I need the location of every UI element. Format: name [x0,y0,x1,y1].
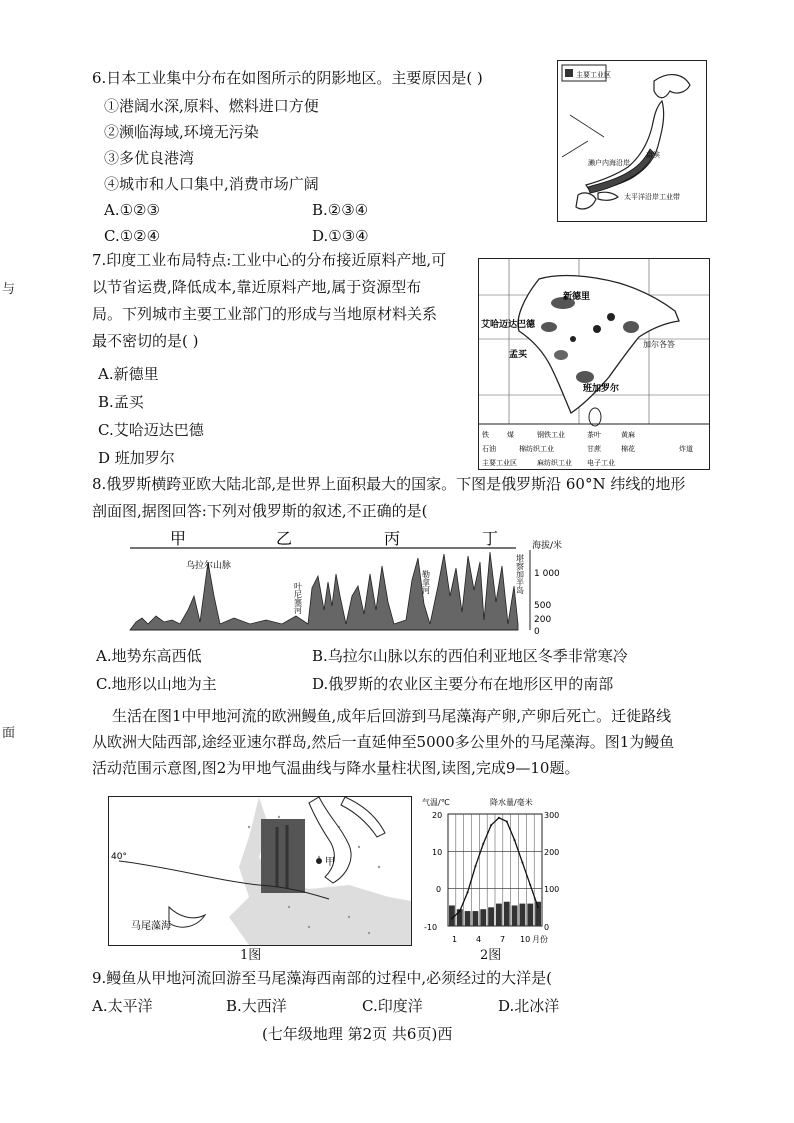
precipitation-bar [473,911,479,926]
fig2-x-tick-10: 10 [520,935,531,944]
legend-coal: 煤 [507,431,514,439]
fig1-sea-label: 马尾藻海 [131,921,171,932]
india-city-delhi: 新德里 [563,292,591,302]
temperature-point [506,820,508,822]
precipitation-bar [527,904,533,926]
q7-option-b[interactable]: B.孟买 [98,393,144,411]
region-ding: 丁 [482,529,499,548]
region-jia: 甲 [170,529,187,548]
precipitation-bar [465,911,471,926]
q8-stem-line2: 剖面图,据图回答:下列对俄罗斯的叙述,不正确的是( [92,502,428,520]
q6-item-1: ①港阔水深,原料、燃料进口方便 [104,97,319,115]
fig2-right-tick-0: 0 [544,923,550,932]
region-yi: 乙 [276,529,293,548]
precipitation-bar [488,907,494,926]
fig2-x-tick-4: 4 [476,935,482,944]
figure-1-map [108,796,412,946]
figure-1-drawing [109,797,411,945]
profile-tick-1000: 1 000 [534,569,560,579]
fig2-x-tick-7: 7 [500,935,506,944]
q9-option-c[interactable]: C.印度洋 [362,997,423,1015]
river2-label: 勒拿河 [421,570,431,594]
q8-option-d[interactable]: D.俄罗斯的农业区主要分布在地形区甲的南部 [312,675,614,693]
fig2-left-tick-20: 20 [432,811,443,820]
passage-line2: 从欧洲大陆西部,途经亚速尔群岛,然后一直延伸至5000多公里外的马尾藻海。图1为鳗鱼 [92,733,675,751]
legend-oil: 石油 [482,445,496,453]
profile-tick-500: 500 [534,601,552,611]
fig2-ylabel-right: 降水量/毫米 [490,798,533,807]
q7-stem-line4: 最不密切的是( ) [92,332,199,350]
region-bing: 丙 [384,529,401,548]
temperature-point [482,843,484,845]
japan-label-bottom: 太平洋沿岸工业带 [624,193,680,201]
japan-legend-text: 主要工业区 [576,71,611,79]
legend-industrial-zone: 主要工业区 [482,459,517,467]
profile-tick-0: 0 [534,627,540,637]
fig2-right-tick-200: 200 [544,848,560,857]
q8-option-b[interactable]: B.乌拉尔山脉以东的西伯利亚地区冬季非常寒冷 [312,647,628,665]
japan-map [557,60,707,222]
fig1-lat-40: 40° [111,852,127,862]
q6-stem: 6.日本工业集中分布在如图所示的阴影地区。主要原因是( ) [92,69,483,87]
q7-stem-line1: 7.印度工业布局特点:工业中心的分布接近原料产地,可 [92,251,447,269]
q6-item-3: ③多优良港湾 [104,149,195,167]
india-map [478,258,710,470]
q7-option-c[interactable]: C.艾哈迈达巴德 [98,421,204,439]
india-city-kolkata: 加尔各答 [643,340,675,349]
precipitation-bar [520,904,526,926]
india-city-ahmedabad: 艾哈迈达巴德 [481,320,536,330]
q9-stem: 9.鳗鱼从甲地河流回游至马尾藻海西南部的过程中,必须经过的大洋是( [92,969,552,987]
fig2-ylabel-left: 气温/℃ [422,798,450,807]
q9-option-b[interactable]: B.大西洋 [226,997,287,1015]
fig2-caption: 2图 [480,948,502,963]
fig2-right-tick-300: 300 [544,811,560,820]
temperature-point [537,906,539,908]
fig2-left-tick-neg10: -10 [424,923,438,932]
q8-option-a[interactable]: A.地势东高西低 [96,647,202,665]
fig2-x-tick-1: 1 [452,935,458,944]
fig2-left-tick-10: 10 [432,848,443,857]
q6-item-4: ④城市和人口集中,消费市场广阔 [104,175,319,193]
fig2-right-tick-100: 100 [544,885,560,894]
side-label: 堪察加半岛 [515,554,525,594]
precipitation-bar [480,909,486,926]
temperature-point [514,839,516,841]
precipitation-bar [496,904,502,926]
temperature-point [467,891,469,893]
q6-option-a[interactable]: A.①②③ [104,201,160,219]
q7-stem-line2: 以节省运费,降低成本,靠近原料产地,属于资源型布 [92,278,422,296]
fig2-x-unit: 月份 [532,935,548,944]
figure-2-chart [420,794,570,954]
temperature-point [498,817,500,819]
india-city-mumbai: 孟买 [509,350,528,360]
temperature-point [451,918,453,920]
passage-line1: 生活在图1中甲地河流的欧洲鳗鱼,成年后回游到马尾藻海产卵,产卵后死亡。迁徙路线 [112,707,672,725]
q8-option-c[interactable]: C.地形以山地为主 [96,675,217,693]
temperature-point [521,862,523,864]
japan-label-left: 濑户内海沿岸 [588,159,630,167]
profile-tick-200: 200 [534,615,552,625]
q7-stem-line3: 局。下列城市主要工业部门的形成与当地原材料关系 [92,305,438,323]
q6-option-c[interactable]: C.①②④ [104,227,161,245]
legend-iron: 铁 [482,431,489,439]
ural-label: 乌拉尔山脉 [186,561,232,571]
fig2-left-tick-0: 0 [436,885,442,894]
japan-label-right: 京滨 [646,151,660,159]
q7-option-a[interactable]: A.新德里 [98,365,159,383]
q9-option-a[interactable]: A.太平洋 [92,997,153,1015]
legend-jute-textile: 麻纺织工业 [537,459,572,467]
q7-option-d[interactable]: D 班加罗尔 [98,449,175,467]
india-note: 炸道 [679,445,693,453]
profile-yaxis-label: 海拔/米 [532,541,562,551]
india-map-drawing [479,259,709,469]
temperature-point [474,865,476,867]
japan-map-drawing [558,61,706,221]
q6-option-d[interactable]: D.①③④ [312,227,369,245]
russia-profile [126,526,562,638]
q8-stem-line1: 8.俄罗斯横跨亚欧大陆北部,是世界上面积最大的国家。下图是俄罗斯沿 60°N 纬线的地形 [92,475,686,493]
legend-jute: 黄麻 [621,431,635,439]
legend-tea: 茶叶 [587,431,601,439]
climate-chart-svg [420,794,570,954]
precipitation-bar [504,902,510,926]
india-city-bangalore: 班加罗尔 [583,384,620,394]
fig1-caption: 1图 [240,948,262,963]
legend-electronics: 电子工业 [587,459,615,467]
temperature-point [459,910,461,912]
passage-line3: 活动范围示意图,图2为甲地气温曲线与降水量柱状图,读图,完成9—10题。 [92,759,580,777]
legend-cotton: 棉花 [621,445,635,453]
q9-option-d[interactable]: D.北冰洋 [498,997,560,1015]
temperature-point [529,884,531,886]
margin-char: 面 [2,726,16,741]
fig1-place-jia: 甲 [325,857,335,868]
precipitation-bar [512,905,518,926]
legend-sugarcane: 甘蔗 [587,445,601,453]
q6-item-2: ②濒临海域,环境无污染 [104,123,259,141]
margin-char: 与 [2,282,16,297]
legend-cotton-textile: 棉纺织工业 [519,445,554,453]
temperature-point [490,824,492,826]
russia-profile-drawing [126,526,562,638]
q6-option-b[interactable]: B.②③④ [312,201,369,219]
river1-label: 叶尼塞河 [293,582,303,614]
legend-steel: 钢铁工业 [537,431,565,439]
page-footer: (七年级地理 第2页 共6页)西 [262,1025,453,1043]
